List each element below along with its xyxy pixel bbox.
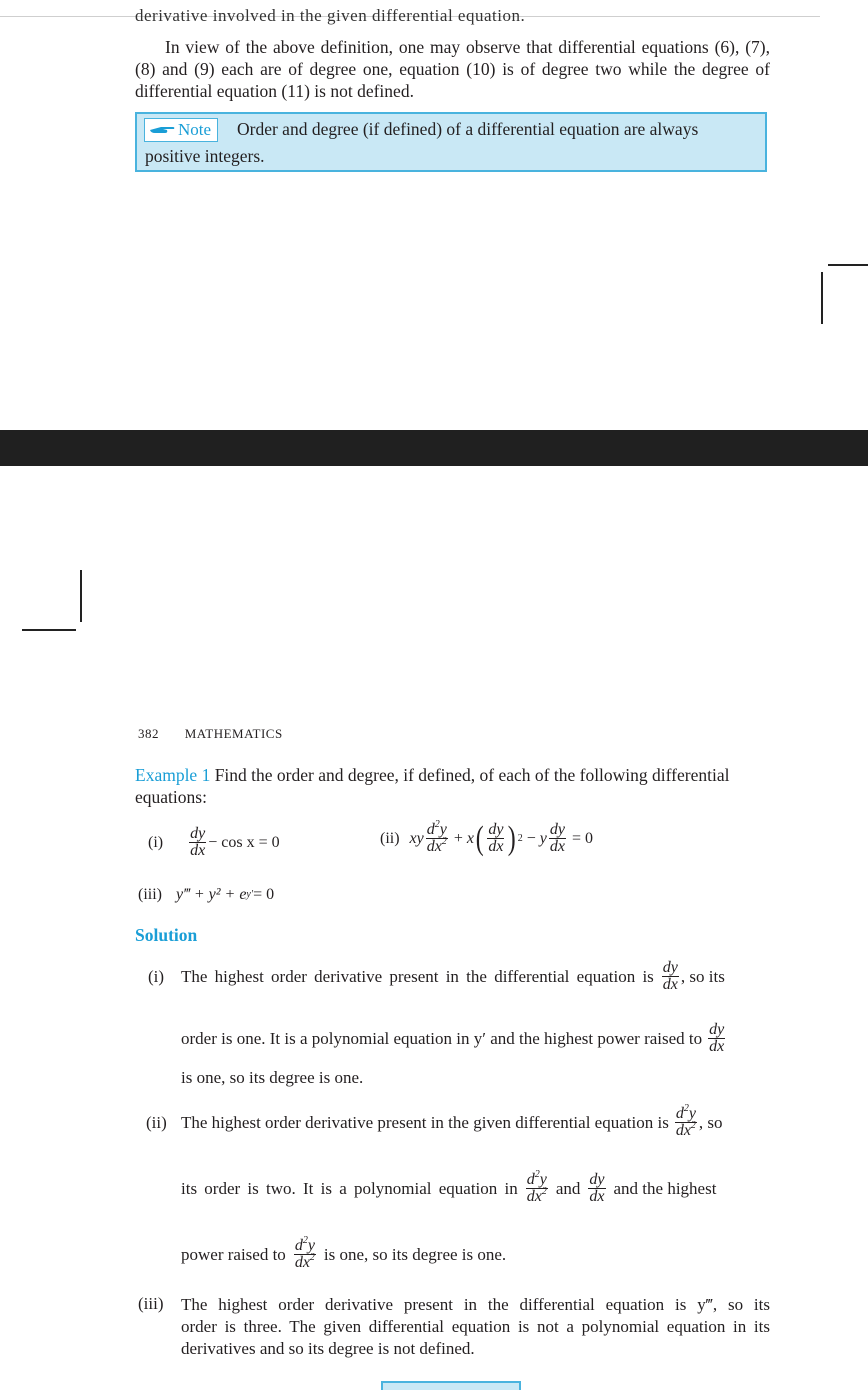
note-text-line1: Order and degree (if defined) of a differential equation are always — [237, 119, 699, 139]
note-box — [135, 112, 767, 172]
d2y-dx2-fraction: $\frac{d^2y}{dx^2}$ — [526, 1169, 547, 1205]
dy-dx-fraction: $\frac{dy}{dx}$ — [549, 821, 566, 855]
d2y-dx2-fraction: $\frac{d^2y}{dx^2}$ — [294, 1235, 315, 1271]
sol-ii-text-a: The highest order derivative present in the given differential equation is — [181, 1112, 669, 1132]
example-statement — [135, 764, 770, 808]
dy-dx-fraction: $\frac{dy}{dx}$ — [488, 821, 504, 855]
solution-i-line3: is one, so its degree is one. — [181, 1068, 364, 1087]
eq-i-rest: − cos x = 0 — [208, 833, 280, 851]
page-top — [0, 0, 868, 430]
eq-i-label: (i) — [148, 833, 164, 851]
definition-paragraph: In view of the above definition, one may observe that differential equations (6), (7), (8) and (9) each are of degree one, equation (10) is of degree two while the degree of differential equation (11) is not defined. — [135, 37, 770, 101]
cut-off-line: derivative involved in the given differential equation. — [135, 6, 526, 25]
sol-ii-text-b3: and the highest — [613, 1178, 717, 1198]
eq-iii-label: (iii) — [138, 886, 162, 903]
crop-mark — [821, 272, 823, 324]
sol-i-label: (i) — [148, 966, 165, 986]
example-text-1: Find the order and degree, if defined, of each of the following differential — [214, 765, 730, 785]
solution-iii-label: (iii) — [138, 1294, 164, 1313]
eq-iii-text: y‴ + y² + e — [176, 886, 247, 903]
sol-ii-text-c2: is one, so its degree is one. — [323, 1244, 507, 1264]
sol-i-text-b: order is one. It is a polynomial equation in y′ and the highest power raised to — [181, 1028, 703, 1048]
note-badge — [144, 118, 218, 142]
sol-iii-line2: order is three. The given differential equation is not a polynomial equation in its — [181, 1317, 770, 1336]
solution-label: Solution — [135, 925, 198, 945]
running-head: MATHEMATICS — [184, 726, 283, 741]
eq-ii-label: (ii) — [380, 829, 400, 847]
sol-iii-line1: The highest order derivative present in the differential equation is y‴, so its — [181, 1295, 770, 1314]
solution-i-line1 — [148, 960, 770, 993]
sol-i-text-a: The highest order derivative present in the differential equation is — [181, 966, 654, 986]
sol-ii-label: (ii) — [146, 1112, 167, 1132]
equation-ii: (ii) xy $\frac{d^2y}{dx^2}$ + x ( $\frac{dy}{dx}$ ) 2 − y $\frac{dy}{dx}$ = 0 — [380, 819, 594, 857]
note-label: Note — [178, 120, 212, 139]
eq-iii-end: = 0 — [253, 886, 275, 903]
dy-dx-fraction: $\frac{dy}{dx}$ — [589, 1171, 605, 1205]
sol-ii-text-b2: and — [555, 1178, 581, 1198]
sol-i-text-a-end: , so its — [680, 966, 725, 986]
dy-dx-fraction: $\frac{dy}{dx}$ — [190, 825, 206, 859]
solution-i-line2 — [181, 1022, 771, 1055]
sol-ii-text-c1: power raised to — [181, 1244, 286, 1264]
solution-ii-line3 — [181, 1235, 507, 1271]
page-gap-band — [0, 430, 868, 466]
running-header — [138, 726, 283, 742]
solution-ii-line2 — [181, 1169, 771, 1205]
crop-mark — [80, 570, 82, 622]
sol-iii-line3: derivatives and so its degree is not defined. — [181, 1339, 475, 1358]
solution-ii-line1 — [146, 1103, 770, 1139]
d2y-dx2-fraction: $\frac{d^2y}{dx^2}$ — [426, 819, 447, 855]
solution-iii-text — [181, 1294, 770, 1360]
page-number: 382 — [138, 726, 159, 741]
example-label: Example 1 — [135, 765, 211, 785]
cut-off-note-box — [381, 1381, 521, 1390]
sol-ii-text-b1: its order is two. It is a polynomial equation in — [181, 1178, 518, 1198]
pointing-hand-icon — [149, 125, 175, 135]
note-text-line2: positive integers. — [145, 146, 265, 166]
crop-mark — [22, 629, 76, 631]
equation-iii: (iii) y‴ + y² + e y′ = 0 — [138, 886, 275, 903]
example-text-2: equations: — [135, 787, 207, 807]
dy-dx-fraction: $\frac{dy}{dx}$ — [709, 1021, 725, 1055]
sol-ii-text-a-end: , so — [698, 1112, 723, 1132]
d2y-dx2-fraction: $\frac{d^2y}{dx^2}$ — [675, 1103, 696, 1139]
crop-mark — [828, 264, 868, 266]
equation-i — [148, 826, 280, 859]
dy-dx-fraction: $\frac{dy}{dx}$ — [662, 959, 678, 993]
